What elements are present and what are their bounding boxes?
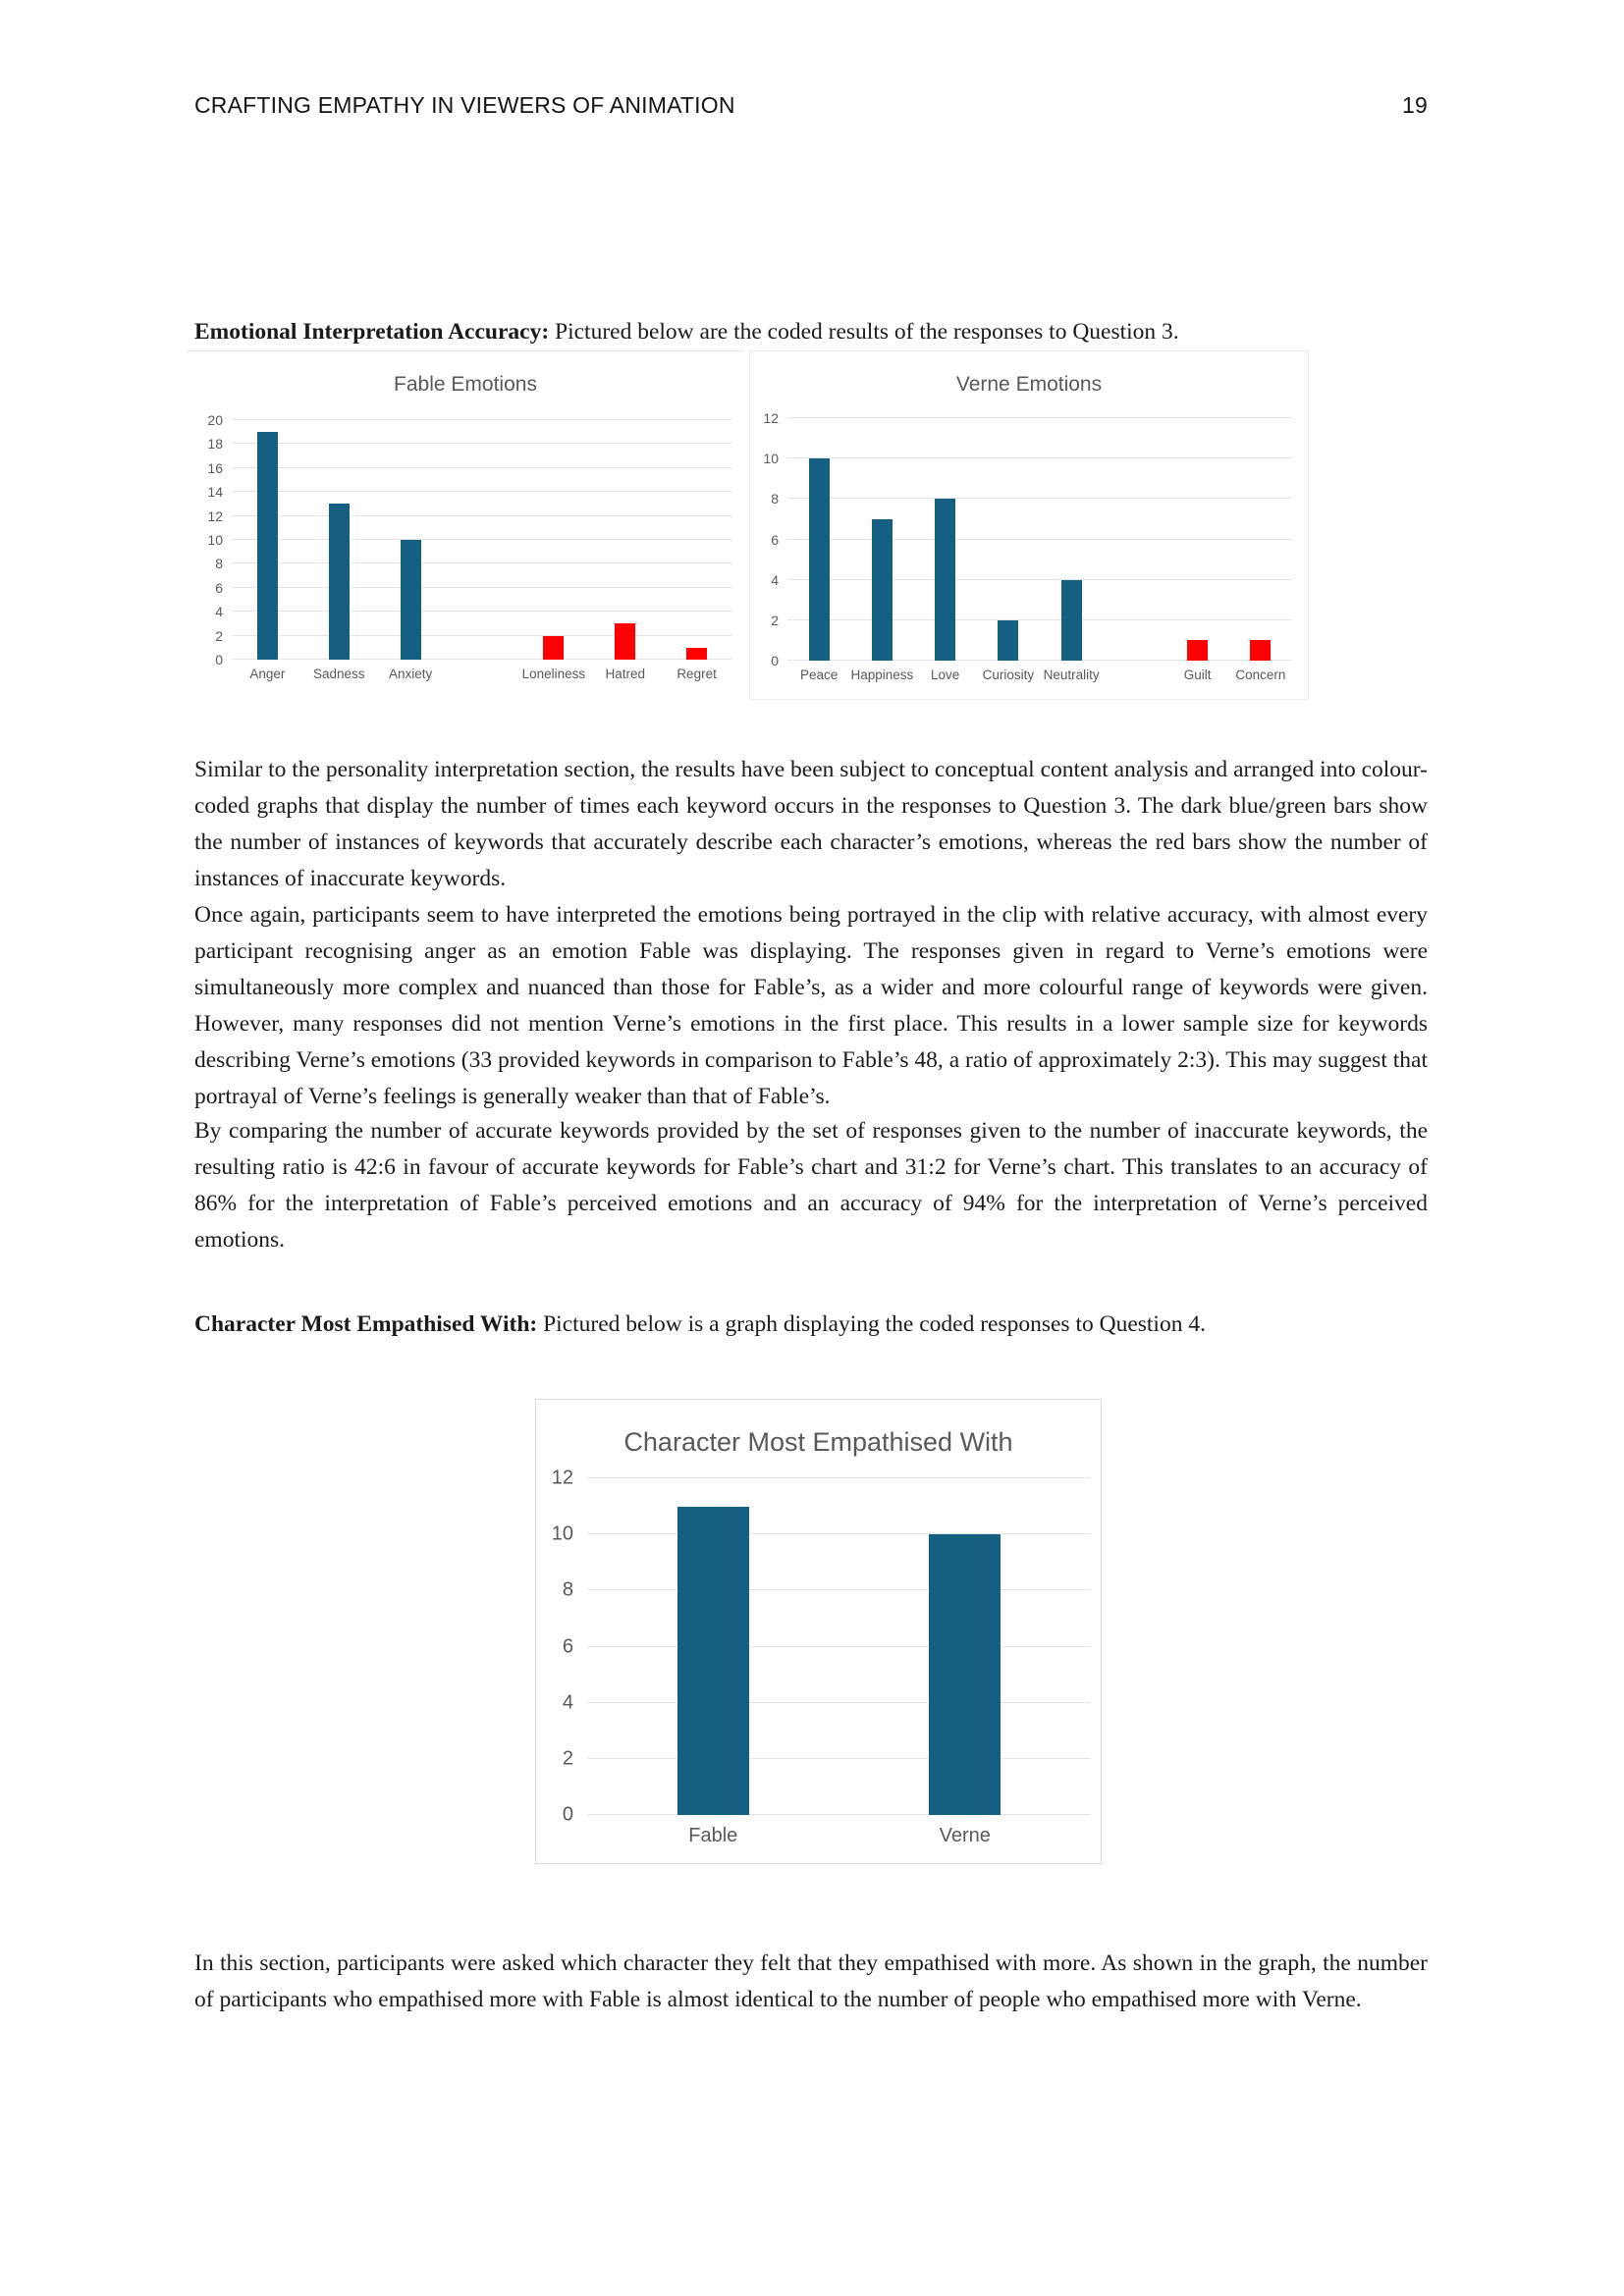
x-axis-labels	[787, 667, 1292, 682]
y-tick-label: 20	[207, 412, 223, 428]
bar-anxiety	[401, 540, 421, 660]
bar-slot	[977, 418, 1040, 661]
y-tick-label: 8	[771, 491, 779, 507]
bar-slot	[447, 420, 518, 660]
bar-neutrality	[1061, 580, 1082, 661]
section-lead-emotional-accuracy	[194, 314, 1428, 350]
x-category-label: Verne	[939, 1825, 991, 1846]
section-lead-empathised	[194, 1307, 1428, 1343]
x-category-label: Anxiety	[389, 667, 433, 681]
x-category-label: Loneliness	[521, 667, 586, 681]
bar-anger	[257, 432, 278, 660]
bar-slot	[839, 1478, 1092, 1815]
chart-title: Fable Emotions	[394, 373, 537, 396]
chart-title: Character Most Empathised With	[623, 1427, 1013, 1457]
running-head	[194, 92, 1428, 119]
bars-layer	[232, 420, 732, 660]
y-tick-label: 10	[551, 1522, 573, 1545]
bar-regret	[686, 648, 707, 660]
y-tick-label: 16	[207, 459, 223, 476]
y-tick-label: 10	[207, 532, 223, 548]
bar-slot	[787, 418, 850, 661]
bar-slot	[303, 420, 375, 660]
y-tick-label: 18	[207, 436, 223, 453]
x-category-label: Hatred	[605, 667, 645, 681]
bar-slot	[517, 420, 589, 660]
bar-slot	[375, 420, 447, 660]
x-category-label: Anger	[249, 667, 286, 681]
y-tick-label: 10	[763, 451, 779, 467]
y-tick-label: 6	[771, 531, 779, 548]
bar-slot	[850, 418, 913, 661]
y-tick-label: 4	[771, 571, 779, 588]
x-category-label: Fable	[688, 1825, 738, 1846]
paragraph-analysis-method: Similar to the personality interpretation section, the results have been subject to conceptual content analysis and arranged into colour-coded graphs that display the number of times each keyword occurs in the responses to Question 3. The dark blue/green bars show the number of instances of keywords that accurately describe each character’s emotions, whereas the red bars show the number of instances of inaccurate keywords.	[194, 756, 1428, 891]
x-category-label: Guilt	[1183, 667, 1212, 682]
y-tick-label: 12	[551, 1467, 573, 1489]
fable-emotions-chart	[187, 350, 744, 699]
bar-loneliness	[543, 636, 564, 660]
bar-sadness	[329, 504, 350, 660]
x-category-spacer	[1103, 667, 1165, 682]
x-category-label: Love	[930, 667, 960, 682]
plot-area	[551, 1467, 1091, 1846]
chart-title: Verne Emotions	[955, 373, 1103, 396]
x-category-label: Concern	[1235, 667, 1286, 682]
bar-curiosity	[998, 620, 1018, 661]
character-most-empathised-chart	[535, 1399, 1102, 1864]
bar-slot	[1229, 418, 1292, 661]
x-category-label: Peace	[799, 667, 839, 682]
page-number: 19	[1402, 92, 1428, 118]
y-tick-label: 4	[562, 1691, 573, 1714]
paragraph-accuracy-ratio: By comparing the number of accurate keywords provided by the set of responses given to the number of inaccurate keywords, the resulting ratio is 42:6 in favour of accurate keywords for Fable’s chart and 31:2 for Verne’s chart. This translates to an accuracy of 86% for the interpretation of Fable’s perceived emotions and an accuracy of 94% for the interpretation of Verne’s perceived emotions.	[194, 1117, 1428, 1253]
y-tick-label: 12	[763, 410, 779, 426]
verne-emotions-chart	[749, 350, 1309, 700]
y-tick-label: 6	[562, 1635, 573, 1657]
x-category-spacer	[447, 667, 518, 681]
x-category-label: Sadness	[313, 667, 365, 681]
x-category-label: Happiness	[850, 667, 914, 682]
bar-peace	[809, 458, 830, 661]
bar-fable	[677, 1507, 749, 1815]
y-tick-label: 2	[215, 627, 223, 644]
bar-hatred	[615, 623, 635, 660]
bar-slot	[1040, 418, 1103, 661]
x-category-label: Curiosity	[982, 667, 1035, 682]
bar-slot	[1103, 418, 1165, 661]
x-category-label: Neutrality	[1043, 667, 1100, 682]
bar-love	[935, 499, 955, 661]
running-head-title: CRAFTING EMPATHY IN VIEWERS OF ANIMATION	[194, 92, 735, 118]
bar-slot	[1166, 418, 1229, 661]
bar-verne	[929, 1534, 1001, 1815]
y-tick-label: 12	[207, 507, 223, 524]
y-tick-label: 14	[207, 484, 223, 501]
bar-concern	[1250, 640, 1271, 661]
bar-slot	[232, 420, 303, 660]
bars-layer	[787, 418, 1292, 661]
y-tick-label: 0	[562, 1803, 573, 1826]
y-tick-label: 0	[215, 652, 223, 667]
bar-slot	[914, 418, 977, 661]
y-tick-label: 6	[215, 579, 223, 596]
bar-slot	[661, 420, 732, 660]
x-axis-labels	[232, 667, 732, 681]
section-lead-emotional-accuracy-text: Pictured below are the coded results of the responses to Question 3.	[549, 318, 1179, 345]
section-lead-empathised-bold: Character Most Empathised With:	[194, 1310, 538, 1337]
plot-area	[763, 410, 1292, 682]
bar-slot	[589, 420, 661, 660]
section-lead-emotional-accuracy-bold: Emotional Interpretation Accuracy:	[194, 318, 550, 345]
y-tick-label: 2	[562, 1747, 573, 1770]
y-tick-label: 8	[562, 1578, 573, 1601]
x-axis-labels	[587, 1822, 1091, 1847]
bar-slot	[587, 1478, 839, 1815]
y-tick-label: 4	[215, 604, 223, 620]
bar-happiness	[872, 519, 893, 661]
x-category-label: Regret	[677, 667, 717, 681]
paragraph-interpretation-findings: Once again, participants seem to have interpreted the emotions being portrayed in the clip with relative accuracy, with almost every participant recognising anger as an emotion Fable was displaying. The responses given in regard to Verne’s emotions were simultaneously more complex and nuanced than those for Fable’s, as a wider and more colourful range of keywords were given. However, many responses did not mention Verne’s emotions in the first place. This results in a lower sample size for keywords describing Verne’s emotions (33 provided keywords in comparison to Fable’s 48, a ratio of approximately 2:3). This may suggest that portrayal of Verne’s feelings is generally weaker than that of Fable’s.	[194, 901, 1428, 1109]
section-lead-empathised-text: Pictured below is a graph displaying the coded responses to Question 4.	[537, 1310, 1206, 1337]
y-tick-label: 0	[771, 653, 779, 668]
bars-layer	[587, 1478, 1091, 1815]
plot-area	[207, 412, 732, 681]
y-tick-label: 8	[215, 556, 223, 572]
bar-guilt	[1187, 640, 1208, 661]
paragraph-empathy-result: In this section, participants were asked which character they felt that they empathised with more. As shown in the graph, the number of participants who empathised more with Fable is almost identical to the number of people who empathised more with Verne.	[194, 1949, 1428, 2012]
y-tick-label: 2	[771, 612, 779, 628]
